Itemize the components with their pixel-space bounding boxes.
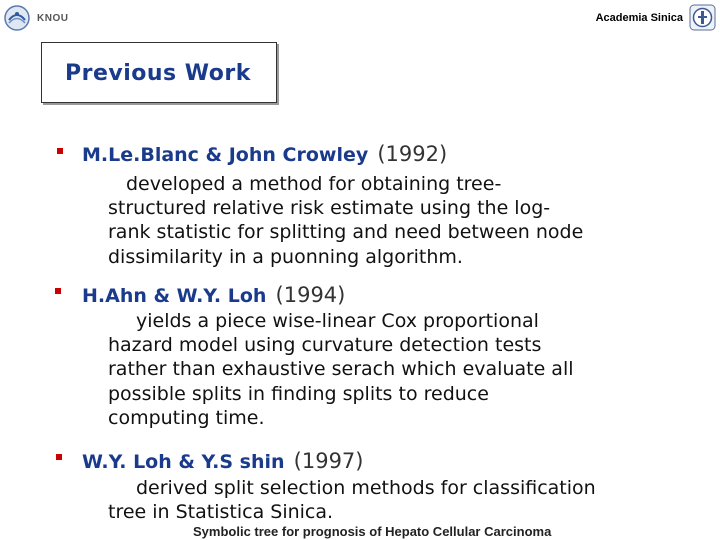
entry-heading <box>82 142 447 166</box>
institution-name: Academia Sinica <box>595 11 683 24</box>
entry-year: (1992) <box>377 142 448 166</box>
entry-year: (1994) <box>275 283 346 307</box>
entry-authors: H.Ahn & W.Y. Loh <box>82 285 267 307</box>
knou-logo-text: KNOU <box>37 12 69 24</box>
slide-title: Previous Work <box>65 61 251 86</box>
entry-description <box>108 309 574 430</box>
footer-caption: Symbolic tree for prognosis of Hepato Cellular Carcinoma <box>193 524 552 539</box>
description-line: possible splits in finding splits to reduce <box>108 382 489 405</box>
header-right <box>596 4 716 31</box>
description-line: yields a piece wise-linear Cox proportional <box>136 310 539 332</box>
entry-year: (1997) <box>293 449 364 473</box>
description-line: hazard model using curvature detection tests <box>108 334 542 357</box>
bullet-icon <box>55 288 61 294</box>
entry-authors: M.Le.Blanc & John Crowley <box>82 144 369 166</box>
description-line: developed a method for obtaining tree- <box>126 173 502 195</box>
description-line: computing time. <box>108 406 265 429</box>
description-line: rather than exhaustive serach which evaluate all <box>108 358 574 381</box>
entry-heading <box>82 283 345 307</box>
description-line: dissimilarity in a puonning algorithm. <box>108 245 463 268</box>
description-line: derived split selection methods for classification <box>136 477 596 499</box>
description-line: tree in Statistica Sinica. <box>108 501 334 524</box>
knou-logo-icon <box>3 4 31 32</box>
description-line: structured relative risk estimate using the log- <box>108 197 551 220</box>
header-left <box>3 4 68 32</box>
entry-description <box>108 172 583 269</box>
title-box <box>41 42 277 103</box>
entry-authors: W.Y. Loh & Y.S shin <box>82 451 285 473</box>
description-line: rank statistic for splitting and need between node <box>108 221 584 244</box>
entry-heading <box>82 449 364 473</box>
bullet-icon <box>56 454 62 460</box>
bullet-icon <box>57 148 63 154</box>
entry-description <box>108 476 596 524</box>
academia-sinica-logo-icon <box>689 4 716 31</box>
